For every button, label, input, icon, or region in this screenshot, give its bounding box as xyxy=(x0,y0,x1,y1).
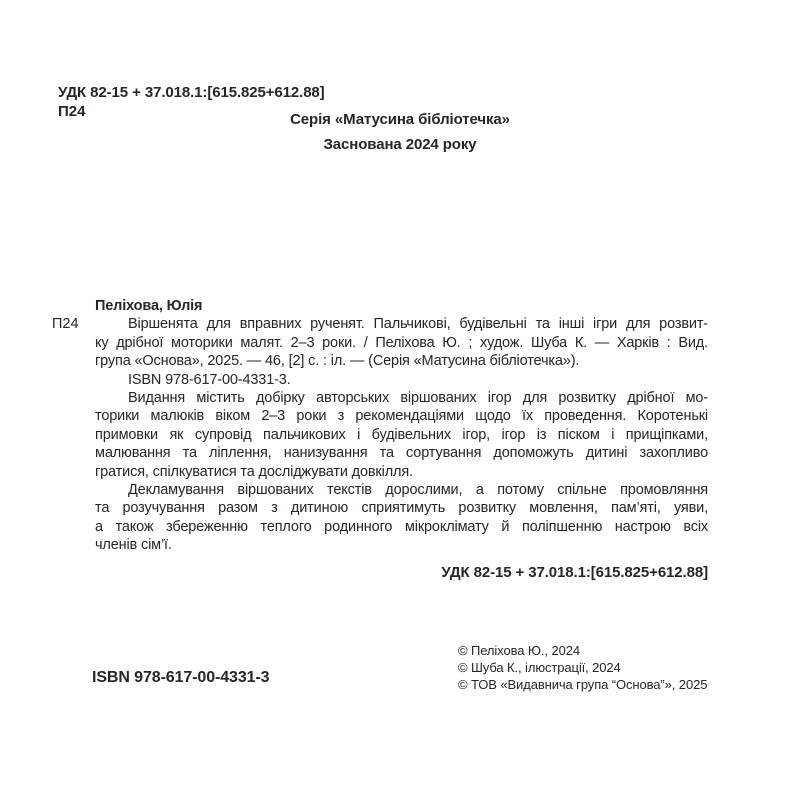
bibliographic-description-line: Віршенята для вправних рученят. Пальчикові, будівельні та інші ігри для розвит- xyxy=(128,316,708,333)
series-title: Серія «Матусина бібліотечка» xyxy=(290,111,510,128)
catalog-card xyxy=(95,297,708,582)
annotation-line: Декламування віршованих текстів дорослими, а потому спільне промовляння xyxy=(128,482,708,499)
copyright-line: © ТОВ «Видавнича група “Основа”», 2025 xyxy=(458,677,708,692)
udc-code-bottom: УДК 82-15 + 37.018.1:[615.825+612.88] xyxy=(441,563,708,581)
bibliographic-description-line: група «Основа», 2025. — 46, [2] с. : іл. — (Серія «Матусина бібліотечка»). xyxy=(95,353,580,370)
copyright-line: © Пеліхова Ю., 2024 xyxy=(458,643,580,658)
annotation-line: гратися, спілкуватися та досліджувати довкілля. xyxy=(95,463,413,480)
author-sign-top: П24 xyxy=(58,103,86,120)
copyright-block xyxy=(458,642,707,693)
annotation-line: Видання містить добірку авторських віршованих ігор для розвитку дрібної мо- xyxy=(128,390,708,407)
annotation-line: а також збереженню теплого родинного мікроклімату й поліпшенню настрою всіх xyxy=(95,518,708,535)
author-heading: Пеліхова, Юлія xyxy=(95,298,203,314)
udc-code-top: УДК 82-15 + 37.018.1:[615.825+612.88] xyxy=(58,84,325,101)
annotation-line: торики малюків віком 2–3 роки з рекомендаціями щодо їх проведення. Коротенькі xyxy=(95,408,708,425)
author-sign-catalog: П24 xyxy=(52,316,79,332)
isbn-main: ISBN 978-617-00-4331-3 xyxy=(92,669,270,686)
bibliographic-description-line: ку дрібної моторики малят. 2–3 роки. / Пеліхова Ю. ; худож. Шуба К. — Харків : Вид. xyxy=(95,334,708,351)
copyright-line: © Шуба К., ілюстрації, 2024 xyxy=(458,660,621,675)
annotation-line: та розучування разом з дитиною сприятимуть розвитку мовлення, пам’яті, уяви, xyxy=(95,500,708,517)
annotation-line: членів сім’ї. xyxy=(95,537,172,554)
annotation-line: примовки як супровід пальчикових і будівельних ігор, ігор із піском і прищіпками, xyxy=(95,426,708,443)
series-founded: Заснована 2024 року xyxy=(323,136,477,153)
isbn-catalog-line: ISBN 978-617-00-4331-3. xyxy=(128,371,291,388)
annotation-line: малювання та ліплення, нанизування та сортування допоможуть дитині захопливо xyxy=(95,445,708,462)
